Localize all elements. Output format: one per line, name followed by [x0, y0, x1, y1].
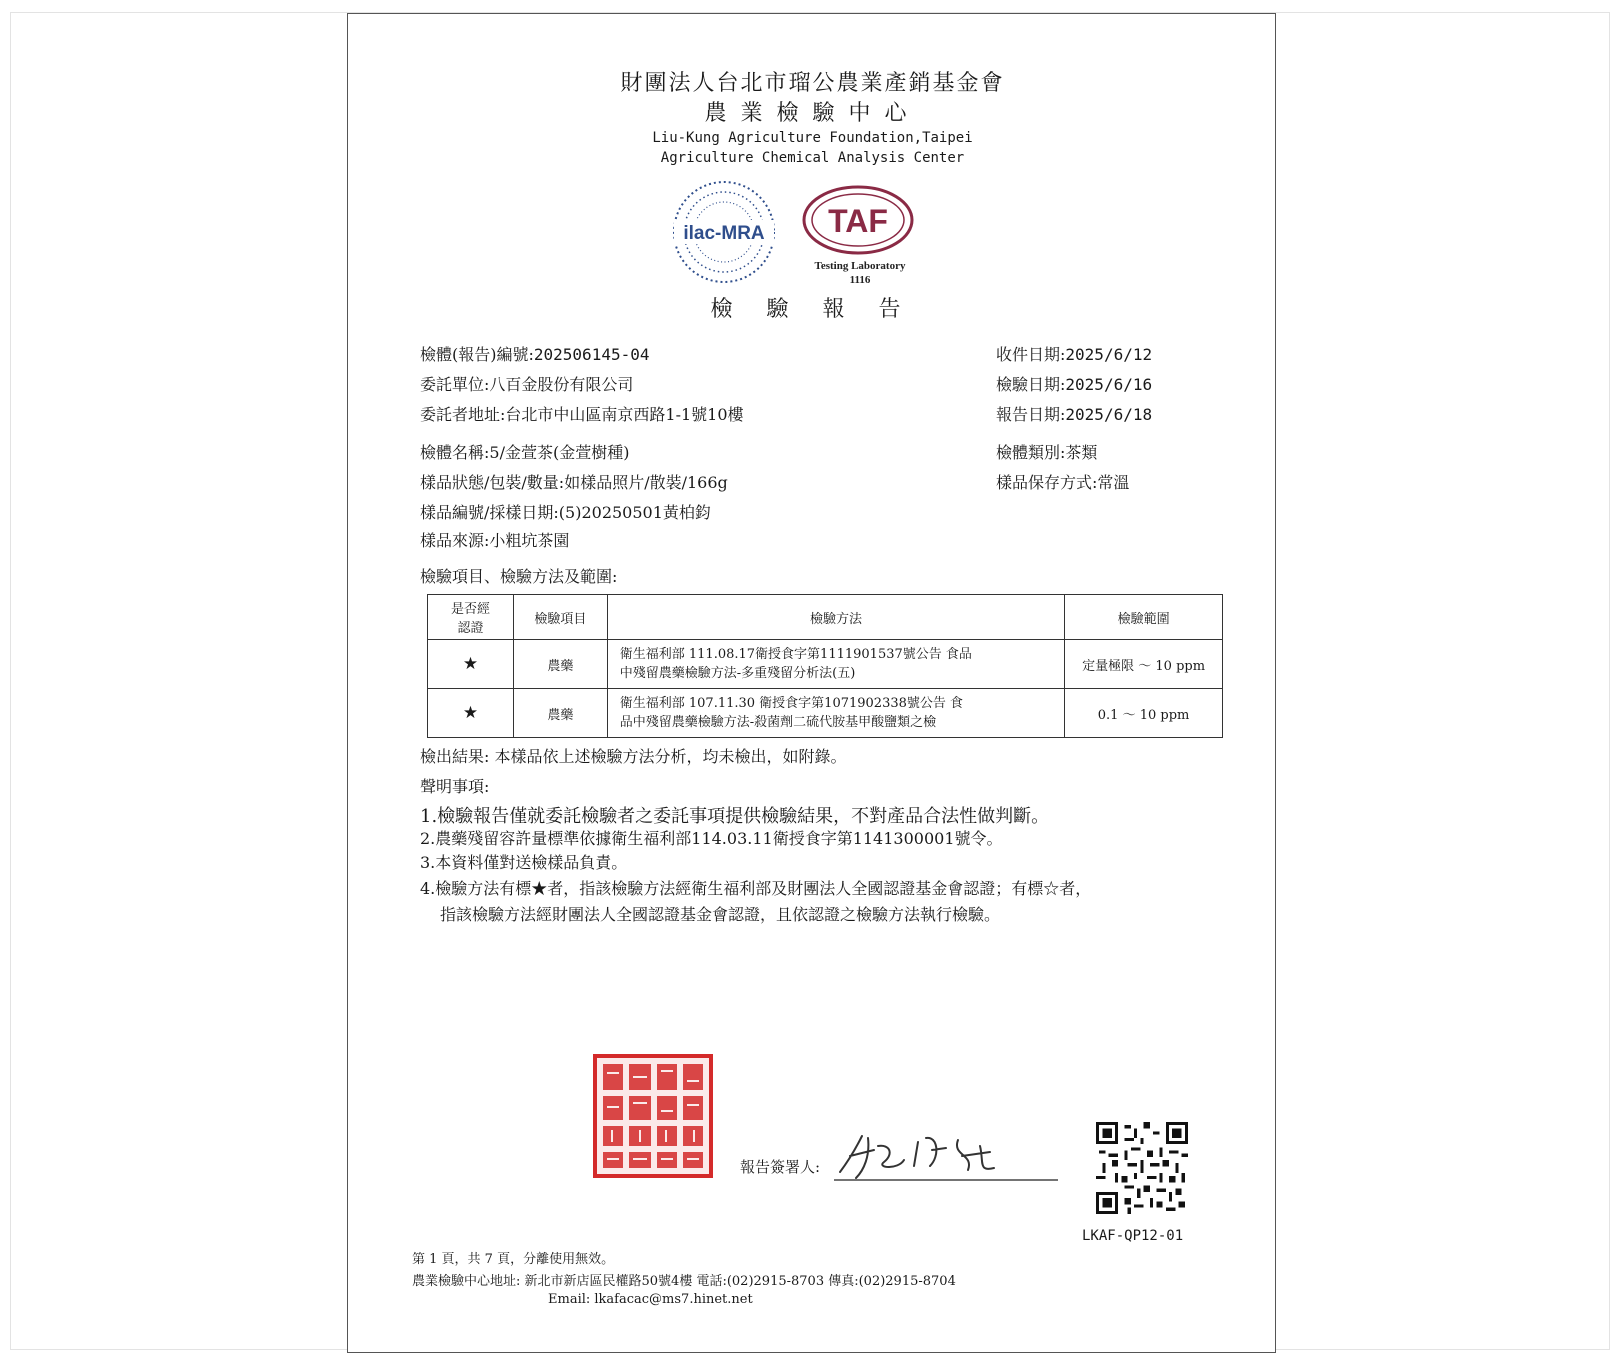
test-item: 農藥: [513, 689, 607, 738]
certified-star-icon: ★: [428, 640, 514, 689]
org-name-zh: 財團法人台北市瑠公農業產銷基金會: [620, 71, 1005, 96]
info-value: 常溫: [1097, 473, 1130, 492]
info-label: 委託者地址:: [420, 405, 506, 424]
ilac-logo-text: ilac-MRA: [683, 223, 765, 244]
info-value: 如樣品照片/散裝/166g: [564, 473, 728, 492]
test-method-line: 衛生福利部 111.08.17衛授食字第1111901537號公告 食品: [619, 647, 972, 662]
header-method: 檢驗方法: [607, 595, 1064, 640]
test-result: 檢出結果: 本樣品依上述檢驗方法分析，均未檢出，如附錄。: [420, 747, 847, 766]
report-title: 檢驗報告: [710, 297, 935, 322]
center-name-zh: 農業檢驗中心: [704, 101, 921, 126]
note-item: 指該檢驗方法經財團法人全國認證基金會認證，且依認證之檢驗方法執行檢驗。: [440, 905, 1001, 924]
section-title: 檢驗項目、檢驗方法及範圍:: [420, 567, 618, 586]
info-sample-name: [420, 440, 629, 463]
taf-caption-lab: Testing Laboratory: [814, 260, 906, 272]
info-value: 5/金萱茶(金萱樹種): [489, 443, 630, 462]
info-label: 樣品編號/採樣日期:: [420, 503, 559, 522]
header-item: 檢驗項目: [513, 595, 607, 640]
info-report-date: [996, 402, 1152, 425]
footer-page-info: 第 1 頁，共 7 頁，分離使用無效。: [412, 1252, 615, 1267]
note-item: 3.本資料僅對送檢樣品負責。: [420, 853, 628, 872]
info-value: 202506145-04: [533, 345, 650, 364]
info-client: [420, 372, 633, 395]
info-label: 檢體類別:: [996, 443, 1066, 462]
info-received-date: [996, 342, 1152, 365]
info-sample-category: [996, 440, 1097, 463]
header-range: 檢驗範圍: [1065, 595, 1223, 640]
test-method: [607, 640, 1064, 689]
official-seal: [593, 1054, 713, 1178]
test-range: 0.1 ～ 10 ppm: [1065, 689, 1223, 738]
test-method-line: 衛生福利部 107.11.30 衛授食字第1071902338號公告 食: [619, 696, 964, 711]
test-method: [607, 689, 1064, 738]
info-value: 台北市中山區南京西路1-1號10樓: [505, 405, 744, 424]
table-row: [428, 640, 1223, 689]
test-item: 農藥: [513, 640, 607, 689]
footer-address: 農業檢驗中心地址: 新北市新店區民權路50號4樓 電話:(02)2915-8703 傳真:(02)2915-8704: [412, 1274, 956, 1289]
qr-code: [1096, 1122, 1188, 1214]
info-value: 2025/6/16: [1065, 375, 1153, 394]
info-sample-state: [420, 470, 728, 493]
info-value: (5)20250501黃柏鈞: [558, 503, 711, 522]
info-storage-method: [996, 470, 1129, 493]
center-name-en: Agriculture Chemical Analysis Center: [660, 150, 965, 166]
footer-email: Email: lkafacac@ms7.hinet.net: [548, 1292, 753, 1307]
header-certified-line1: 是否經: [450, 602, 490, 617]
table-header-row: [428, 595, 1223, 640]
taf-logo: [798, 182, 918, 294]
taf-logo-text: TAF: [828, 203, 888, 239]
test-range: 定量極限 ～ 10 ppm: [1065, 640, 1223, 689]
info-label: 收件日期:: [996, 345, 1066, 364]
taf-caption-number: 1116: [849, 274, 871, 286]
note-item: 2.農藥殘留容許量標準依據衛生福利部114.03.11衛授食字第1141300001號令。: [420, 829, 1003, 848]
table-row: [428, 689, 1223, 738]
signer-label: 報告簽署人:: [740, 1158, 821, 1176]
info-label: 樣品保存方式:: [996, 473, 1098, 492]
test-method-line: 品中殘留農藥檢驗方法-殺菌劑二硫代胺基甲酸鹽類之檢: [619, 715, 937, 730]
info-test-date: [996, 372, 1152, 395]
org-name-en: Liu-Kung Agriculture Foundation,Taipei: [652, 130, 973, 146]
report-page: [347, 13, 1276, 1353]
test-table: [427, 594, 1223, 738]
info-label: 報告日期:: [996, 405, 1066, 424]
info-label: 檢體名稱:: [420, 443, 490, 462]
info-client-address: [420, 402, 744, 425]
certified-star-icon: ★: [428, 689, 514, 738]
signature: [834, 1126, 1058, 1184]
info-value: 2025/6/12: [1065, 345, 1153, 364]
ilac-mra-logo: [668, 176, 780, 288]
info-report-number: [420, 342, 649, 365]
info-value: 八百金股份有限公司: [489, 375, 634, 394]
info-label: 檢驗日期:: [996, 375, 1066, 394]
info-label: 樣品來源:: [420, 531, 490, 550]
form-code: LKAF-QP12-01: [1082, 1228, 1184, 1244]
info-label: 檢體(報告)編號:: [420, 345, 534, 364]
note-item: 4.檢驗方法有標★者，指該檢驗方法經衛生福利部及財團法人全國認證基金會認證；有標☆者，: [420, 879, 1092, 898]
info-label: 委託單位:: [420, 375, 490, 394]
info-sample-id: [420, 500, 711, 523]
info-sample-source: [420, 528, 569, 551]
header-certified-line2: 認證: [457, 621, 484, 636]
info-value: 小粗坑茶園: [489, 531, 570, 550]
info-label: 樣品狀態/包裝/數量:: [420, 473, 565, 492]
info-value: 茶類: [1065, 443, 1098, 462]
note-item: 1.檢驗報告僅就委託檢驗者之委託事項提供檢驗結果，不對產品合法性做判斷。: [420, 806, 1050, 827]
info-value: 2025/6/18: [1065, 405, 1153, 424]
header-certified: [428, 595, 514, 640]
test-method-line: 中殘留農藥檢驗方法-多重殘留分析法(五): [619, 666, 856, 681]
notes-title: 聲明事項:: [420, 777, 490, 796]
